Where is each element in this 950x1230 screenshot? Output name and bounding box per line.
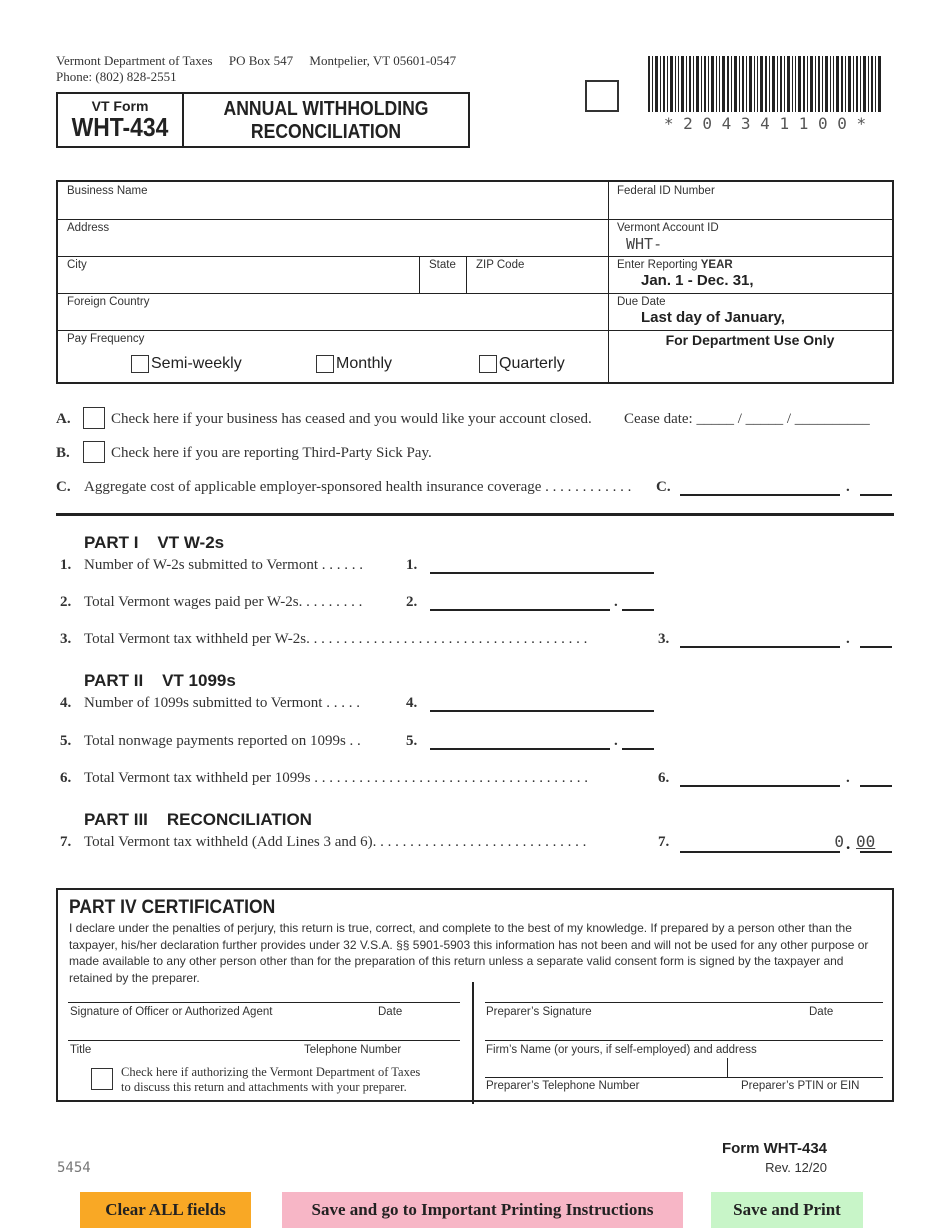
dept-use-label: For Department Use Only [665, 332, 835, 348]
freq-semiweekly-checkbox[interactable] [131, 355, 149, 373]
part2-title: PART II [84, 671, 144, 690]
part3-subtitle: RECONCILIATION [166, 810, 312, 829]
preparer-signature-field[interactable]: Preparer’s Signature [486, 1006, 592, 1018]
line4-tag: 4. [406, 695, 418, 711]
line6-text: Total Vermont tax withheld per 1099s . . . . . . . . . . . . . . . . . . . . . . . . . . . . . . . . . . . . . [84, 770, 589, 786]
vt-account-id-label: Vermont Account ID [617, 222, 719, 234]
reporting-year-label [617, 259, 733, 271]
telephone-field[interactable]: Telephone Number [304, 1044, 402, 1056]
agency-address [56, 53, 456, 69]
line5-number: 5. [60, 733, 72, 749]
due-date-label: Due Date [617, 296, 666, 308]
line3-text: Total Vermont tax withheld per W-2s. . . . . . . . . . . . . . . . . . . . . . . . . . . . . . . . . . . . . . [84, 631, 588, 647]
freq-monthly-label: Monthly [336, 355, 393, 372]
preparer-phone-field[interactable]: Preparer’s Telephone Number [486, 1080, 640, 1092]
amended-checkbox[interactable] [585, 80, 619, 112]
footer-form-number: Form WHT-434 [721, 1140, 827, 1157]
sick-pay-checkbox-box[interactable] [83, 441, 105, 463]
line3-decimal: . [846, 631, 850, 647]
line4-text: Number of 1099s submitted to Vermont . . . . . [84, 695, 360, 711]
line5-decimal: . [614, 733, 618, 749]
line5-text: Total nonwage payments reported on 1099s . . [84, 733, 361, 749]
form-title-box [56, 92, 470, 148]
business-name-field[interactable]: Business Name [67, 185, 148, 197]
line2-tag: 2. [406, 594, 418, 610]
preparer-ptin-field[interactable]: Preparer’s PTIN or EIN [741, 1080, 860, 1092]
line7-cents-value[interactable]: 00 [856, 832, 876, 851]
form-id [58, 94, 184, 146]
line3-cents-field[interactable] [860, 646, 892, 648]
officer-date-field[interactable]: Date [378, 1006, 403, 1018]
agency-name: Vermont Department of Taxes [56, 53, 213, 68]
cease-checkbox-box[interactable] [83, 407, 105, 429]
line-c-text: Aggregate cost of applicable employer-sponsored health insurance coverage . . . . . . . . . . . . [84, 479, 632, 495]
officer-signature-field[interactable]: Signature of Officer or Authorized Agent [70, 1006, 273, 1018]
form-code: 5454 [57, 1160, 91, 1176]
cease-checkbox[interactable] [83, 407, 105, 434]
line-b-letter: B. [56, 445, 70, 461]
line7-dollars-value[interactable]: 0 [834, 832, 844, 851]
line-c-cents-field[interactable] [860, 494, 892, 496]
save-print-button[interactable]: Save and Print [711, 1192, 863, 1228]
cert-heading: PART IV CERTIFICATION [69, 897, 276, 918]
line2-cents-field[interactable] [622, 609, 654, 611]
cert-body: I declare under the penalties of perjury, this return is true, correct, and complete to the best of my knowledge. If prepared by a person other than the taxpayer, his/her declaration further provides under 32 V.S.A. §§ 5901-5903 this information has not been and will not be used for any other purpose or made available to any other person other than for the preparation of this return unless a separate valid consent form is signed by the taxpayer and retained by the preparer. [69, 921, 869, 985]
line-b-text: Check here if you are reporting Third-Party Sick Pay. [111, 445, 432, 461]
reporting-year-field[interactable]: Jan. 1 - Dec. 31, [641, 272, 754, 289]
sick-pay-checkbox[interactable] [83, 441, 105, 468]
line1-tag: 1. [406, 557, 418, 573]
agency-city: Montpelier, VT 05601-0547 [309, 53, 457, 68]
line2-text: Total Vermont wages paid per W-2s. . . . . . . . . [84, 594, 363, 610]
freq-monthly-option[interactable] [316, 355, 392, 373]
po-box: PO Box 547 [228, 53, 294, 68]
form-number: WHT-434 [71, 112, 169, 142]
freq-monthly-checkbox[interactable] [316, 355, 334, 373]
line4-number: 4. [60, 695, 72, 711]
part3-title: PART III [84, 810, 148, 829]
line-c-tag: C. [656, 479, 671, 495]
due-date-value: Last day of January, [641, 309, 785, 326]
line2-decimal: . [614, 594, 618, 610]
vt-account-id-field[interactable]: WHT- [626, 235, 663, 253]
line7-text: Total Vermont tax withheld (Add Lines 3 and 6). . . . . . . . . . . . . . . . . . . . . . . . . . . . . [84, 834, 587, 850]
line1-field[interactable] [430, 572, 654, 574]
form-label: VT Form [91, 98, 149, 114]
cease-date-field[interactable]: Cease date: _____ / _____ / __________ [624, 411, 870, 427]
line6-decimal: . [846, 770, 850, 786]
title-line1: ANNUAL WITHHOLDING [223, 98, 429, 120]
line2-number: 2. [60, 594, 72, 610]
foreign-country-field[interactable]: Foreign Country [67, 296, 150, 308]
line1-number: 1. [60, 557, 72, 573]
part3-heading [84, 810, 312, 830]
authorize-line2: to discuss this return and attachments with your preparer. [121, 1080, 407, 1094]
address-field[interactable]: Address [67, 222, 110, 234]
firm-name-field[interactable]: Firm’s Name (or yours, if self-employed) and address [486, 1044, 757, 1056]
line7-number: 7. [60, 834, 72, 850]
barcode-icon [648, 56, 882, 112]
section-divider [56, 513, 894, 516]
certification-box [56, 888, 894, 1102]
agency-phone: Phone: (802) 828-2551 [56, 69, 177, 84]
line7-dollars-line [680, 851, 840, 853]
line6-number: 6. [60, 770, 72, 786]
line3-dollars-field[interactable] [680, 646, 840, 648]
line6-tag: 6. [658, 770, 670, 786]
zip-field[interactable]: ZIP Code [476, 259, 525, 271]
line5-tag: 5. [406, 733, 418, 749]
line5-cents-field[interactable] [622, 748, 654, 750]
part1-subtitle: VT W-2s [157, 533, 225, 552]
line6-dollars-field[interactable] [680, 785, 840, 787]
city-field[interactable]: City [67, 259, 87, 271]
line6-cents-field[interactable] [860, 785, 892, 787]
line-c-decimal: . [846, 479, 850, 495]
authorize-line1: Check here if authorizing the Vermont Department of Taxes [121, 1065, 421, 1079]
freq-semiweekly-label: Semi-weekly [151, 355, 242, 372]
line-c-dollars-field[interactable] [680, 494, 840, 496]
line-a-letter: A. [56, 411, 71, 427]
footer-revision: Rev. 12/20 [765, 1160, 827, 1175]
reporting-year-bold: YEAR [700, 259, 733, 271]
part1-title: PART I [84, 533, 139, 552]
save-instructions-button[interactable]: Save and go to Important Printing Instructions [282, 1192, 683, 1228]
freq-quarterly-label: Quarterly [499, 355, 565, 372]
preparer-date-field[interactable]: Date [809, 1006, 834, 1018]
line7-tag: 7. [658, 834, 670, 850]
title-field[interactable]: Title [70, 1044, 92, 1056]
line1-text: Number of W-2s submitted to Vermont . . . . . . [84, 557, 364, 573]
barcode-text: * 2 0 4 3 4 1 1 0 0 * [663, 114, 867, 133]
authorize-checkbox[interactable] [91, 1068, 113, 1095]
state-field[interactable]: State [429, 259, 456, 271]
title-line2: RECONCILIATION [250, 121, 402, 143]
line3-tag: 3. [658, 631, 670, 647]
form-title [184, 94, 468, 146]
federal-id-field[interactable]: Federal ID Number [617, 185, 715, 197]
line4-field[interactable] [430, 710, 654, 712]
line5-dollars-field[interactable] [430, 748, 610, 750]
line-c-letter: C. [56, 479, 71, 495]
part2-heading [84, 671, 236, 691]
line7-decimal: . [846, 834, 851, 853]
authorize-checkbox-box[interactable] [91, 1068, 113, 1090]
freq-quarterly-checkbox[interactable] [479, 355, 497, 373]
part2-subtitle: VT 1099s [162, 671, 236, 690]
freq-semiweekly-option[interactable] [131, 355, 242, 373]
line7-cents-line [860, 851, 892, 853]
clear-all-button[interactable]: Clear ALL fields [80, 1192, 251, 1228]
reporting-year-text: Enter Reporting [617, 259, 698, 271]
line-a-text: Check here if your business has ceased and you would like your account closed. [111, 411, 592, 427]
line2-dollars-field[interactable] [430, 609, 610, 611]
authorize-text [121, 1065, 420, 1095]
line3-number: 3. [60, 631, 72, 647]
freq-quarterly-option[interactable] [479, 355, 565, 373]
part1-heading [84, 533, 224, 553]
pay-frequency-label: Pay Frequency [67, 333, 145, 345]
taxpayer-info-box [56, 180, 894, 384]
